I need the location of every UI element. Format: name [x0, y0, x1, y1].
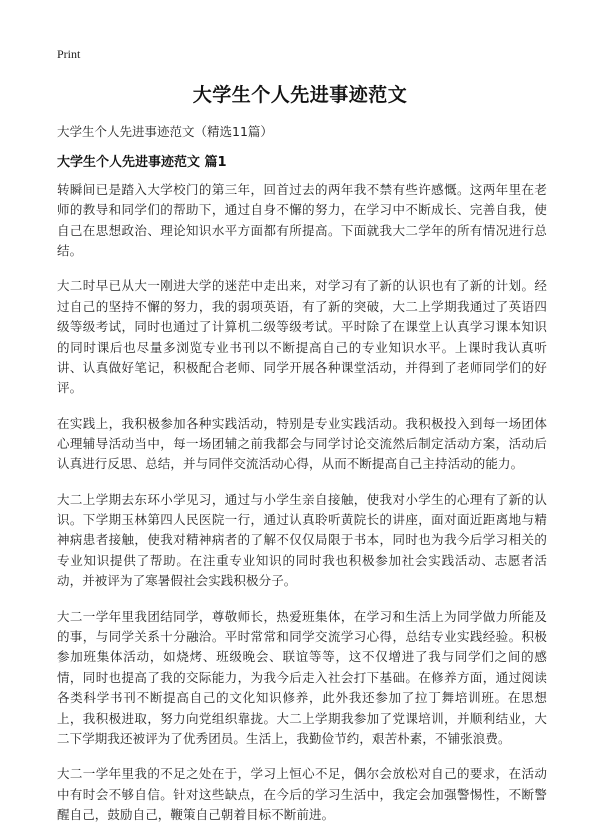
paragraph-5: 大二一学年里我团结同学，尊敬师长，热爱班集体，在学习和生活上为同学做力所能及的事，与同学关系十分融洽。平时常常和同学交流学习心得，总结专业实践经验。积极参加班集体活动，如烧烤、班级晚会、联谊等等，这不仅增进了我与同学们之间的感情，同时也提高了我的交际能力，为我今后走入社会打下基础。在修养方面，通过阅读各类科学书刊不断提高自己的文化知识修养，此外我还参加了拉丁舞培训班。在思想上，我积极进取，努力向党组织靠拢。大二上学期我参加了党课培训，并顺利结业，大二下学期我还被评为了优秀团员。生活上，我勤俭节约，艰苦朴素，不铺张浪费。 [57, 608, 547, 746]
section-heading: 大学生个人先进事迹范文 篇1 [57, 155, 227, 170]
paragraph-4: 大二上学期去东环小学见习，通过与小学生亲自接触，使我对小学生的心理有了新的认识。下学期玉林第四人民医院一行，通过认真聆听黄院长的讲座，面对面近距离地与精神病患者接触，使我对精神病者的了解不仅仅局限于书本，同时也为我今后学习相关的专业知识提供了帮助。在注重专业知识的同时我也积极参加社会实践活动、志愿者活动，并被评为了寒暑假社会实践积极分子。 [57, 491, 547, 589]
paragraph-3: 在实践上，我积极参加各种实践活动，特别是专业实践活动。我积极投入到每一场团体心理辅导活动当中，每一场团辅之前我都会与同学讨论交流然后制定活动方案，活动后认真进行反思、总结，并与同伴交流活动心得，从而不断提高自己主持活动的能力。 [57, 415, 547, 472]
print-label[interactable]: Print [57, 47, 81, 61]
document-subtitle: 大学生个人先进事迹范文（精选11篇） [57, 124, 273, 139]
paragraph-6: 大二一学年里我的不足之处在于，学习上恒心不足，偶尔会放松对自己的要求，在活动中有时会不够自信。针对这些缺点，在今后的学习生活中，我定会加强警惕性，不断警醒自己，鼓励自己，鞭策自己朝着目标不断前进。 [57, 766, 547, 822]
document-title: 大学生个人先进事迹范文 [192, 84, 408, 106]
document-body [57, 180, 547, 840]
paragraph-2: 大二时早已从大一刚进大学的迷茫中走出来，对学习有了新的认识也有了新的计划。经过自己的坚持不懈的努力，我的弱项英语，有了新的突破，大二上学期我通过了英语四级等级考试，同时也通过了计算机二级等级考试。平时除了在课堂上认真学习课本知识的同时课后也尽量多浏览专业书刊以不断提高自己的专业知识水平。上课时我认真听讲、认真做好笔记，积极配合老师、同学开展各种课堂活动，并得到了老师同学们的好评。 [57, 278, 547, 396]
paragraph-1: 转瞬间已是踏入大学校门的第三年，回首过去的两年我不禁有些许感慨。这两年里在老师的教导和同学们的帮助下，通过自身不懈的努力，在学习中不断成长、完善自我，使自己在思想政治、理论知识水平方面都有所提高。下面就我大二学年的所有情况进行总结。 [57, 182, 547, 259]
